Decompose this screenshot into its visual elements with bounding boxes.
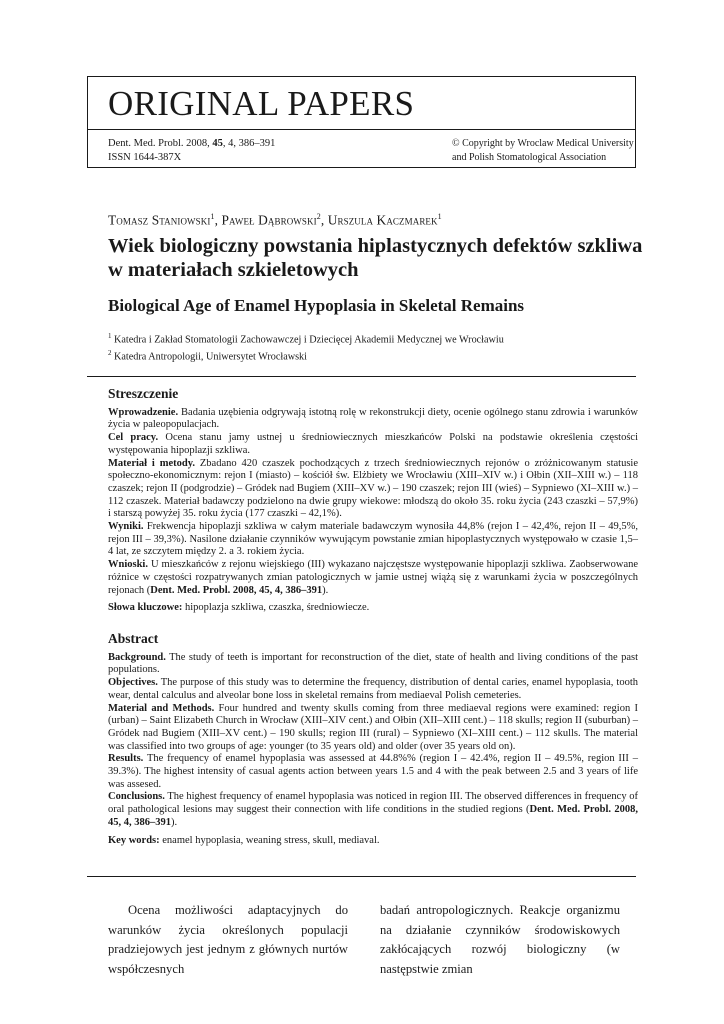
abstract-heading: Abstract — [108, 631, 159, 646]
issn: ISSN 1644-387X — [108, 152, 182, 163]
wprowadzenie-paragraph: Wprowadzenie. Badania uzębienia odgrywają istotną rolę w rekonstrukcji diety, ocenie ogólnego stanu zdrowia i warunków życia w paleopopulacjach. — [108, 406, 639, 431]
citation-volume: 45 — [212, 138, 223, 149]
author-name: Urszula Kaczmarek — [327, 212, 438, 228]
affiliation-1: $^1$ Katedra i Zakład Stomatologii Zachowawczej i Dziecięcej Akademii Medycznej we Wrocławiu — [108, 332, 504, 346]
results-paragraph: Results. The frequency of enamel hypoplasia was assessed at 44.8%% (region I – 42.4%, region II – 49.5%, region III – 39.3%). The highest intensity of casual agents action between years 1.5 and 4 with the peak between 2.5 and 3 years of life was assesed. — [108, 753, 638, 790]
streszczenie-heading: Streszczenie — [108, 386, 179, 401]
wyniki-paragraph: Wyniki. Frekwencja hipoplazji szkliwa w całym materiale badawczym wynosiła 44,8% (rejon I – 42,4%, rejon II – 49,5%, rejon III – 39,3%). Nasilone działanie czynników wywującym powstanie zmian hipoplastycznych występowało w czasie 1,5–4 lat, ze szczytem między 2. a 3. rokiem życia. — [108, 521, 638, 558]
copyright-line-2: and Polish Stomatological Association — [452, 152, 607, 163]
keywords-pl: Słowa kluczowe: hipoplazja szkliwa, czaszka, średniowiecze. — [108, 602, 370, 614]
affiliation-2: $^2$ Katedra Antropologii, Uniwersytet Wrocławski — [108, 348, 307, 363]
abstract-top-rule — [87, 376, 636, 377]
citation-info — [108, 137, 275, 165]
affiliations — [108, 330, 504, 364]
abstract-bottom-rule — [87, 876, 636, 877]
background-paragraph: Background. The study of teeth is important for reconstruction of the diet, state of health and living conditions of the past populations. — [108, 651, 638, 676]
author-name: Paweł Dąbrowski — [221, 212, 317, 228]
copyright — [452, 137, 634, 165]
citation-pages: , 4, 386–391 — [222, 138, 276, 149]
streszczenie-section — [108, 388, 638, 615]
body-column-left: Ocena możliwości adaptacyjnych do warunków życia określonych populacji pradziejowych jest jednym z głównych nurtów współczesnych — [108, 903, 348, 976]
wnioski-paragraph: Wnioski. U mieszkańców z rejonu wiejskiego (III) wykazano najczęstsze występowanie hipoplazji szkliwa. Zaobserwowane różnice w częstości rozpatrywanych zmian patologicznych w jamie ustnej wiążą się z warunkami życia w poszczególnych rejonach (Dent. Med. Probl. 2008, 45, 4, 386–391). — [108, 559, 639, 596]
author-affiliation-mark: 2 — [316, 212, 321, 221]
conclusions-paragraph: Conclusions. The highest frequency of enamel hypoplasia was noticed in region III. The observed differences in frequency of oral pathological lesions may suggest their connection with life conditions in the studied regions (Dent. Med. Probl. 2008, 45, 4, 386–391). — [108, 791, 638, 828]
author-affiliation-mark: 1 — [210, 212, 215, 221]
citation-line: Dent. Med. Probl. 2008, — [108, 138, 210, 149]
author-list: Tomasz Staniowski$^1$, Paweł Dąbrowski$^2$, Urszula Kaczmarek$^1$ — [108, 212, 442, 228]
keywords-en: Key words: enamel hypoplasia, weaning stress, skull, mediaval. — [108, 834, 380, 846]
body-column-right: badań antropologicznych. Reakcje organizmu na działanie czynników środowiskowych zakłócających rozwój biologiczny (w następstwie zmian — [380, 903, 620, 976]
title-english: Biological Age of Enamel Hypoplasia in Skeletal Remains — [108, 296, 525, 315]
objectives-paragraph: Objectives. The purpose of this study was to determine the frequency, distribution of dental caries, enamel hypoplasia, tooth wear, dental calculus and alveolar bone loss in skeletal remains from mediaeval Polish cemeteries. — [108, 677, 639, 701]
copyright-line-1: © Copyright by Wroclaw Medical University — [452, 138, 634, 149]
title-polish: Wiek biologiczny powstania hiplastycznych defektów szkliwa w materiałach szkieletowych — [108, 235, 643, 281]
material-paragraph: Materiał i metody. Zbadano 420 czaszek pochodzących z trzech średniowiecznych rejonów o zróżnicowanym statusie społeczno-ekonomicznym: rejon I (miasto) – kościół św. Elżbiety we Wrocławiu (XIII–XIV w.) i Ołbin (XII–XIII w.) – 118 czaszek; rejon II (podgrodzie) – Gródek nad Bugiem (XIII–XV w.) – 190 czaszek; rejon III (wieś) – Sypniewo (XI–XIII w.) – 112 czaszek. Materiał badawczy podzielono na dwie grupy wiekowe: młodszą do około 35. roku życia (243 czaszki – 57,9%) i starszą powyżej 35. roku życia (177 czaszki – 42,1%). — [108, 457, 638, 520]
methods-paragraph: Material and Methods. Four hundred and twenty skulls coming from three mediaeval regions were examined: region I (urban) – Saint Elizabeth Church in Wrocław (XIII–XIV cent.) and Ołbin (XII–XIII cent.) – 118 skulls; region II (suburban) – Gródek nad Bugiem (XIII–XV cent.) – 190 skulls; region III (rural) – Sypniewo (XI–XIII cent.) – 112 skulls. The material was classified into two groups of age: younger (to 35 years old) and older (over 35 years old on). — [108, 702, 638, 752]
author-name: Tomasz Staniowski — [108, 212, 211, 228]
author-affiliation-mark: 1 — [437, 212, 442, 221]
journal-section-title: ORIGINAL PAPERS — [108, 84, 415, 123]
abstract-section — [108, 633, 638, 847]
cel-paragraph: Cel pracy. Ocena stanu jamy ustnej u średniowiecznych mieszkańców Polski na podstawie określenia częstości występowania hipoplazji szkliwa. — [108, 432, 639, 456]
